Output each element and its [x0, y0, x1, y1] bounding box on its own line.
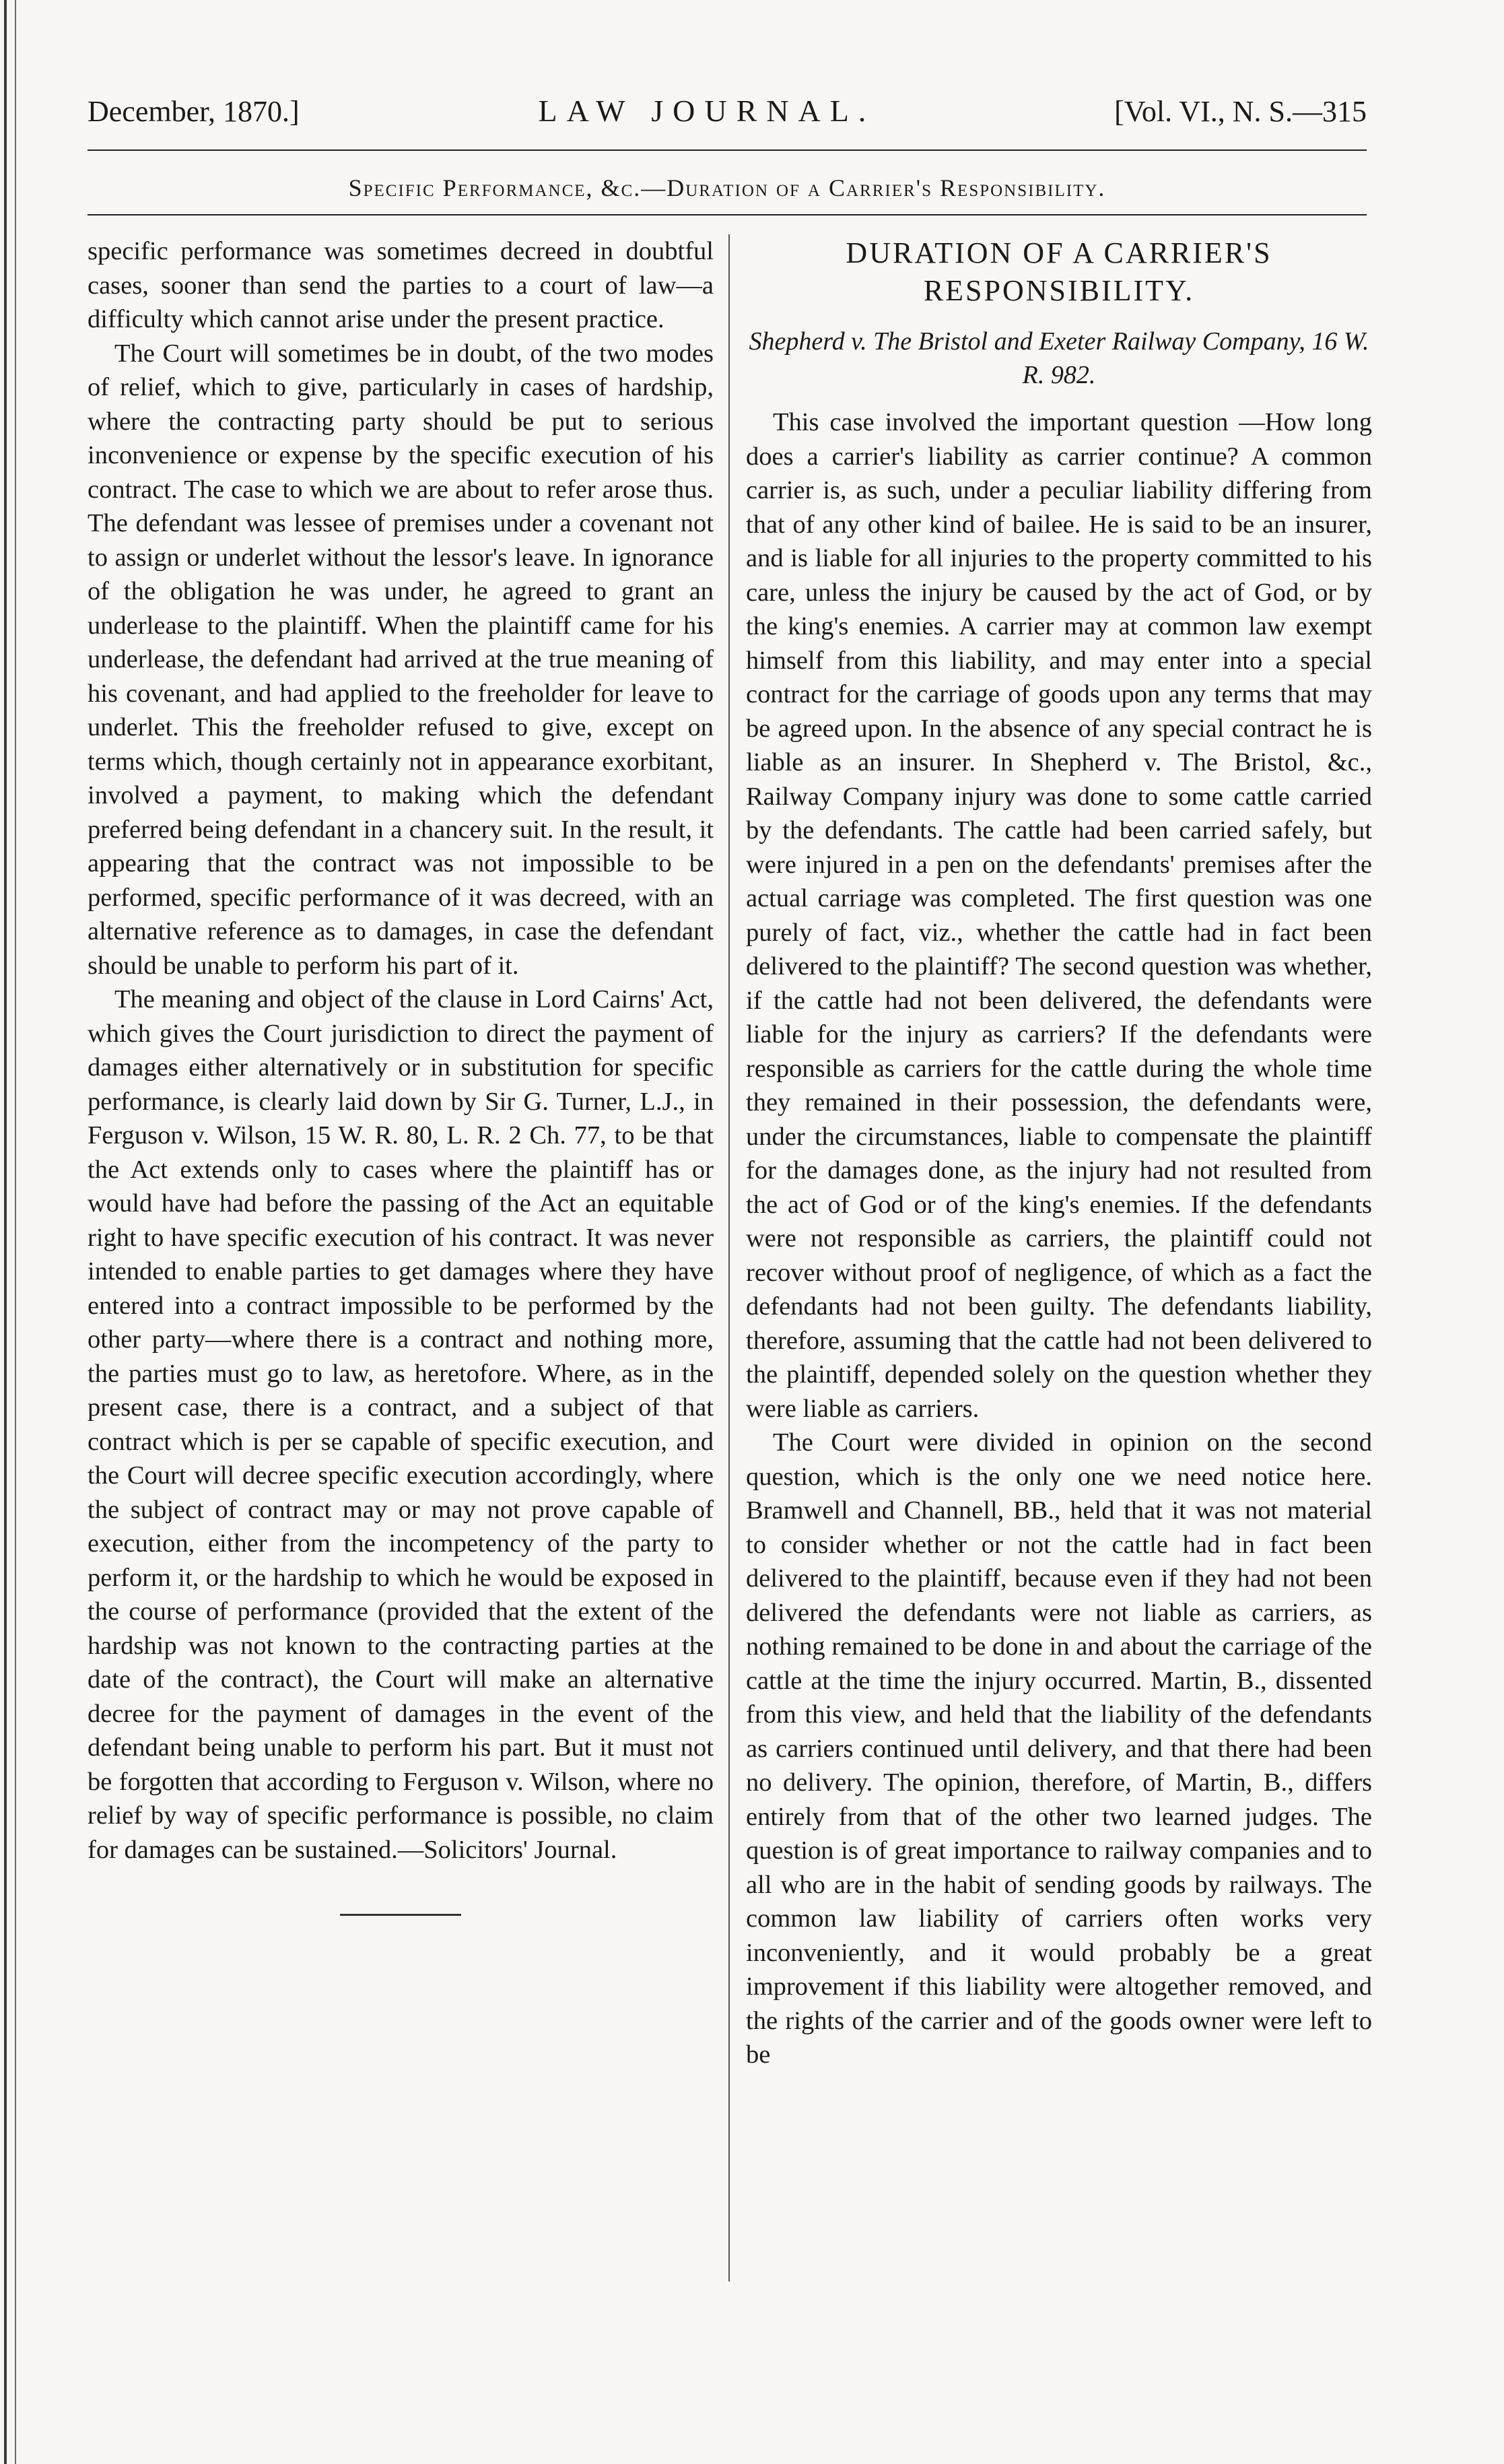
section-heading: Specific Performance, &c.—Duration of a Carrier's Responsibility. — [348, 174, 1106, 201]
journal-title: LAW JOURNAL. — [538, 94, 876, 128]
left-column — [88, 234, 714, 1916]
article-title: DURATION OF A CARRIER'S RESPONSIBILITY. — [846, 236, 1272, 307]
column-divider — [728, 234, 730, 2282]
right-paragraph-1: This case involved the important question —How long does a carrier's liability as carrier continue? A common carrier is, as such, under a peculiar liability differing from that of any other kind of bailee. He is said to be an insurer, and is liable for all injuries to the property committed to his care, unless the injury be caused by the act of God, or by the king's enemies. A carrier may at common law exempt himself from this liability, and may enter into a special contract for the carriage of goods upon any terms that may be agreed upon. In the absence of any special contract he is liable as an insurer. In Shepherd v. The Bristol, &c., Railway Company injury was done to some cattle carried by the defendants. The cattle had been carried safely, but were injured in a pen on the defendants' premises after the actual carriage was completed. The first question was one purely of fact, viz., whether the cattle had in fact been delivered to the plaintiff? The second question was whether, if the cattle had not been delivered, the defendants were liable for the injury as carriers? If the defendants were responsible as carriers for the cattle during the whole time they remained in their possession, the defendants were, under the circumstances, liable to compensate the plaintiff for the damages done, as the injury had not resulted from the act of God or of the king's enemies. If the defendants were not responsible as carriers, the plaintiff could not recover without proof of negligence, of which as a fact the defendants had not been guilty. The defendants liability, therefore, assuming that the cattle had not been delivered to the plaintiff, depended solely on the question whether they were liable as carriers. — [746, 408, 1372, 1423]
right-column — [746, 234, 1372, 2072]
left-paragraph-3: The meaning and object of the clause in Lord Cairns' Act, which gives the Court jurisdiction to direct the payment of damages either alternatively or in substitution for specific performance, is clearly laid down by Sir G. Turner, L.J., in Ferguson v. Wilson, 15 W. R. 80, L. R. 2 Ch. 77, to be that the Act extends only to cases where the plaintiff has or would have had before the passing of the Act an equitable right to have specific execution of his contract. It was never intended to enable parties to get damages where they have entered into a contract impossible to be performed by the other party—where there is a contract and nothing more, the parties must go to law, as heretofore. Where, as in the present case, there is a contract, and a subject of that contract which is per se capable of specific execution, and the Court will decree specific execution accordingly, where the subject of contract may or may not prove capable of execution, either from the incompetency of the party to perform it, or the hardship to which he would be exposed in the course of performance (provided that the extent of the hardship was not known to the contracting parties at the date of the contract), the Court will make an alternative decree for the payment of damages in the event of the defendant being unable to perform his part. But it must not be forgotten that according to Ferguson v. Wilson, where no relief by way of specific performance is possible, no claim for damages can be sustained.—Solicitors' Journal. — [88, 985, 714, 1864]
page-binding-edge-inner — [15, 0, 16, 2464]
case-citation: Shepherd v. The Bristol and Exeter Railway Company, 16 W. R. 982. — [749, 327, 1369, 389]
article-end-rule — [340, 1914, 461, 1916]
page-binding-edge — [4, 0, 7, 2464]
running-header — [88, 93, 1367, 147]
header-date: December, 1870.] — [88, 95, 300, 128]
left-paragraph-2: The Court will sometimes be in doubt, of the two modes of relief, which to give, particularly in cases of hardship, where the contracting party should be put to serious inconvenience or expense by the specific execution of his contract. The case to which we are about to refer arose thus. The defendant was lessee of premises under a covenant not to assign or underlet without the lessor's leave. In ignorance of the obligation he was under, he agreed to grant an underlease to the plaintiff. When the plaintiff came for his underlease, the defendant had arrived at the true meaning of his covenant, and had applied to the freeholder for leave to underlet. This the freeholder refused to give, except on terms which, though certainly not in appearance exorbitant, involved a payment, to making which the defendant preferred being defendant in a chancery suit. In the result, it appearing that the contract was not impossible to be performed, specific performance of it was decreed, with an alternative reference as to damages, in case the defendant should be unable to perform his part of it. — [88, 339, 714, 980]
left-paragraph-1: specific performance was sometimes decreed in doubtful cases, sooner than send the parties to a court of law—a difficulty which cannot arise under the present practice. — [88, 237, 714, 333]
volume-page-number: [Vol. VI., N. S.—315 — [1114, 95, 1367, 128]
header-rule — [88, 149, 1367, 151]
section-heading-rule — [88, 214, 1367, 215]
right-paragraph-2: The Court were divided in opinion on the second question, which is the only one we need notice here. Bramwell and Channell, BB., held that it was not material to consider whether or not the cattle had in fact been delivered to the plaintiff, because even if they had not been delivered the defendants were not liable as carriers, as nothing remained to be done in and about the carriage of the cattle at the time the injury occurred. Martin, B., dissented from this view, and held that the liability of the defendants as carriers continued until delivery, and that there had been no delivery. The opinion, therefore, of Martin, B., differs entirely from that of the other two learned judges. The question is of great importance to railway companies and to all who are in the habit of sending goods by railways. The common law liability of carriers often works very inconveniently, and it would probably be a great improvement if this liability were altogether removed, and the rights of the carrier and of the goods owner were left to be — [746, 1428, 1372, 2069]
